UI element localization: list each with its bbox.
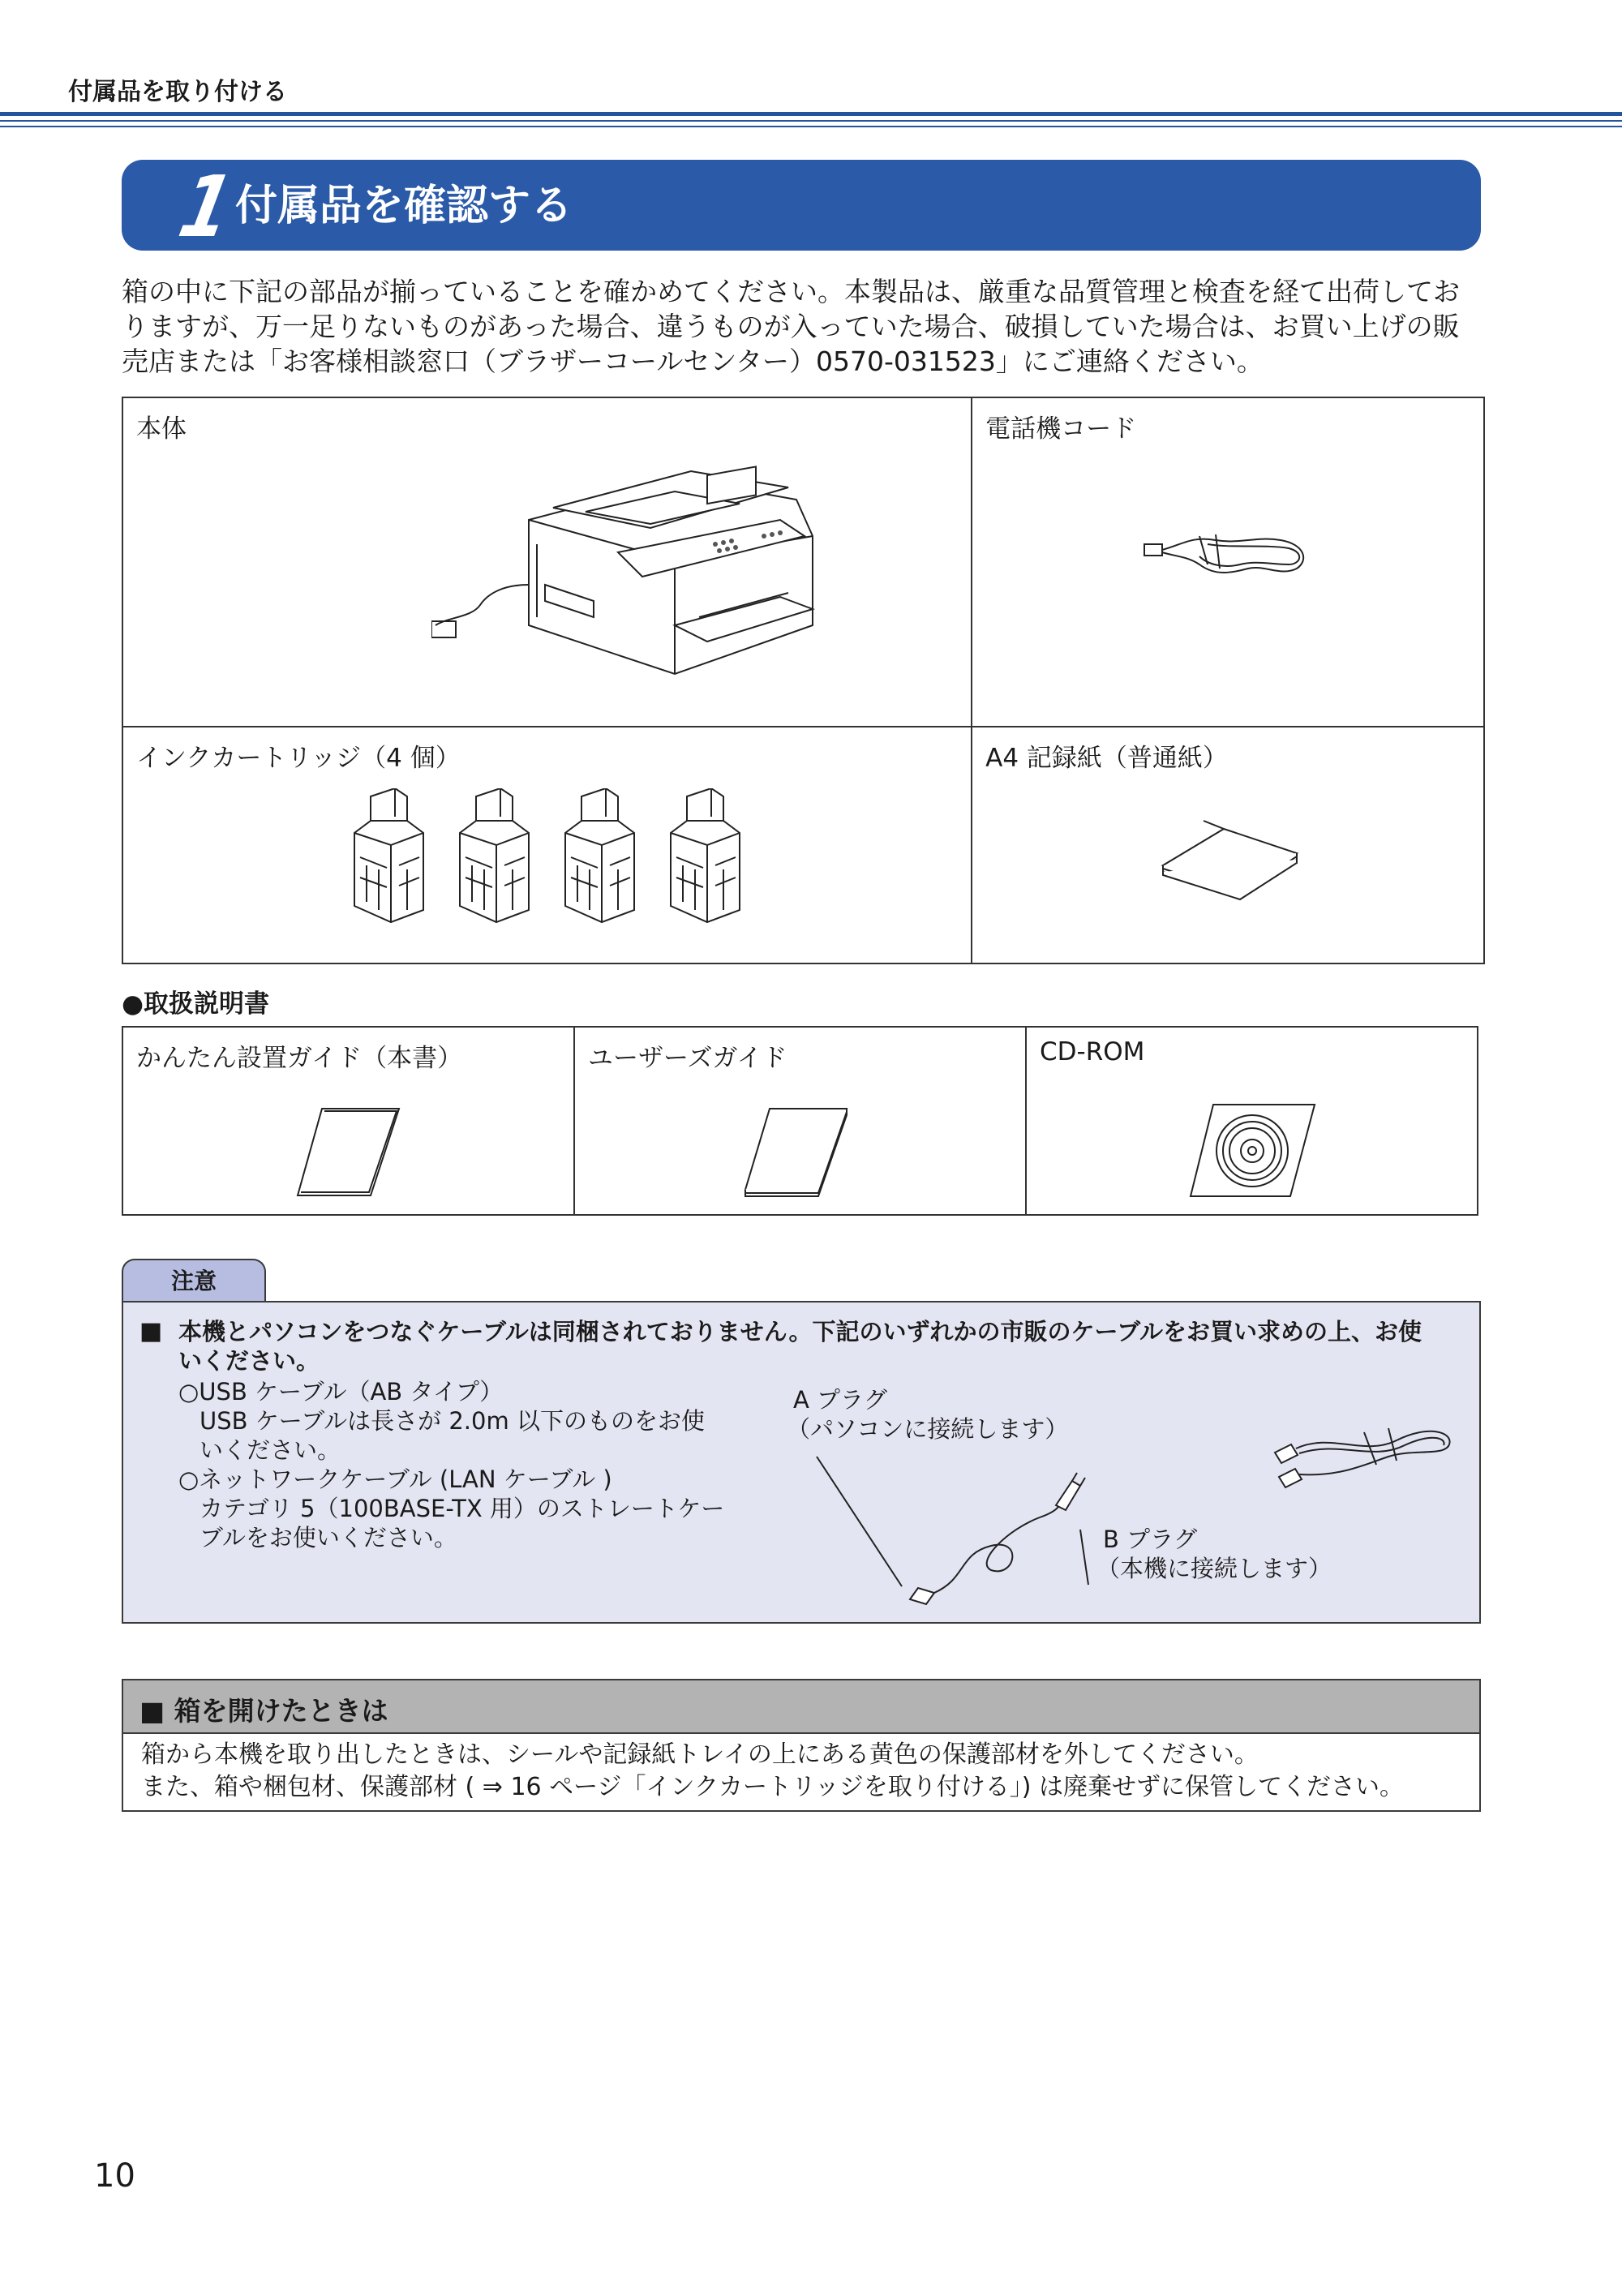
plug-b-desc: （本機に接続します） (1096, 1555, 1332, 1582)
intro-line: りますが、万一足りないものがあった場合、違うものが入っていた場合、破損していた場合は、お買い上げの販 (122, 311, 1460, 342)
cell-main-unit (122, 397, 972, 727)
open-box-text (141, 1739, 1404, 1804)
intro-line: 売店または「お客様相談窓口（ブラザーコールセンター）0570-031523」にご連絡ください。 (122, 345, 1264, 377)
usb-cable-illustration (813, 1448, 1105, 1611)
plug-a-desc: （パソコンに接続します） (787, 1415, 1069, 1443)
caution-main-line-2: いください。 (178, 1347, 320, 1375)
label-paper: A4 記録紙（普通紙） (985, 744, 1228, 773)
phone-cord-illustration (1143, 520, 1313, 585)
usb-cable-title: ○USB ケーブル（AB タイプ） (178, 1378, 504, 1405)
open-box-body (122, 1734, 1481, 1812)
caution-tab: 注意 (122, 1259, 266, 1301)
plug-b-label: B プラグ (1103, 1526, 1198, 1553)
booklet-illustration (294, 1105, 407, 1202)
lan-cable-illustration (1267, 1408, 1461, 1497)
caution-main-line-1: 本機とパソコンをつなぐケーブルは同梱されておりません。下記のいずれかの市販のケーブルをお買い求めの上、お使 (178, 1318, 1422, 1345)
label-phone-cord: 電話機コード (985, 414, 1137, 444)
cell-phone-cord (972, 397, 1484, 727)
label-users-guide: ユーザーズガイド (588, 1044, 787, 1073)
label-setup-guide: かんたん設置ガイド（本書） (136, 1044, 463, 1073)
open-box-line-1: 箱から本機を取り出したときは、シールや記録紙トレイの上にある黄色の保護部材を外してください。 (141, 1740, 1259, 1769)
cd-rom-illustration (1189, 1101, 1319, 1202)
parts-table (122, 397, 1485, 964)
open-box-line-2: また、箱や梱包材、保護部材 ( ⇒ 16 ページ「インクカートリッジを取り付ける」) は廃棄せずに保管してください。 (141, 1773, 1404, 1801)
paper-illustration (1159, 817, 1305, 906)
header-rule-thick (0, 112, 1622, 116)
cell-paper (972, 727, 1484, 963)
caution-box (122, 1301, 1481, 1624)
header-rule-thin-2 (0, 126, 1622, 127)
open-box-header (122, 1679, 1481, 1734)
cell-setup-guide (122, 1027, 574, 1215)
manuals-heading: ●取扱説明書 (122, 989, 270, 1019)
usb-cable-desc-1: USB ケーブルは長さが 2.0m 以下のものをお使 (200, 1407, 705, 1435)
label-main-unit: 本体 (136, 414, 187, 444)
caution-bullet: ■ (139, 1317, 163, 1345)
label-ink-cartridges: インクカートリッジ（4 個） (136, 744, 461, 773)
lan-cable-desc-1: カテゴリ 5（100BASE-TX 用）のストレートケー (200, 1495, 725, 1522)
cell-users-guide (574, 1027, 1026, 1215)
intro-line: 箱の中に下記の部品が揃っていることを確かめてください。本製品は、厳重な品質管理と検査を経て出荷してお (122, 276, 1460, 307)
section-title: 付属品を確認する (235, 182, 573, 230)
running-head: 付属品を取り付ける (68, 78, 287, 106)
step-number: 1 (171, 157, 241, 256)
manuals-table (122, 1026, 1478, 1216)
header-rule-thin-1 (0, 120, 1622, 122)
lan-cable-desc-2: ブルをお使いください。 (200, 1524, 457, 1551)
cell-cd-rom (1026, 1027, 1478, 1215)
usb-cable-desc-2: いください。 (200, 1436, 341, 1464)
ink-cartridges-illustration (350, 788, 756, 926)
open-box-title: ■ 箱を開けたときは (139, 1695, 388, 1727)
plug-a-label: A プラグ (793, 1386, 888, 1414)
label-cd-rom: CD-ROM (1040, 1037, 1145, 1066)
lan-cable-title: ○ネットワークケーブル (LAN ケーブル ) (178, 1466, 612, 1493)
intro-paragraph (122, 274, 1484, 379)
manual-illustration (741, 1105, 855, 1202)
page-number: 10 (94, 2157, 135, 2195)
printer-illustration (431, 463, 918, 690)
cell-ink-cartridges (122, 727, 972, 963)
